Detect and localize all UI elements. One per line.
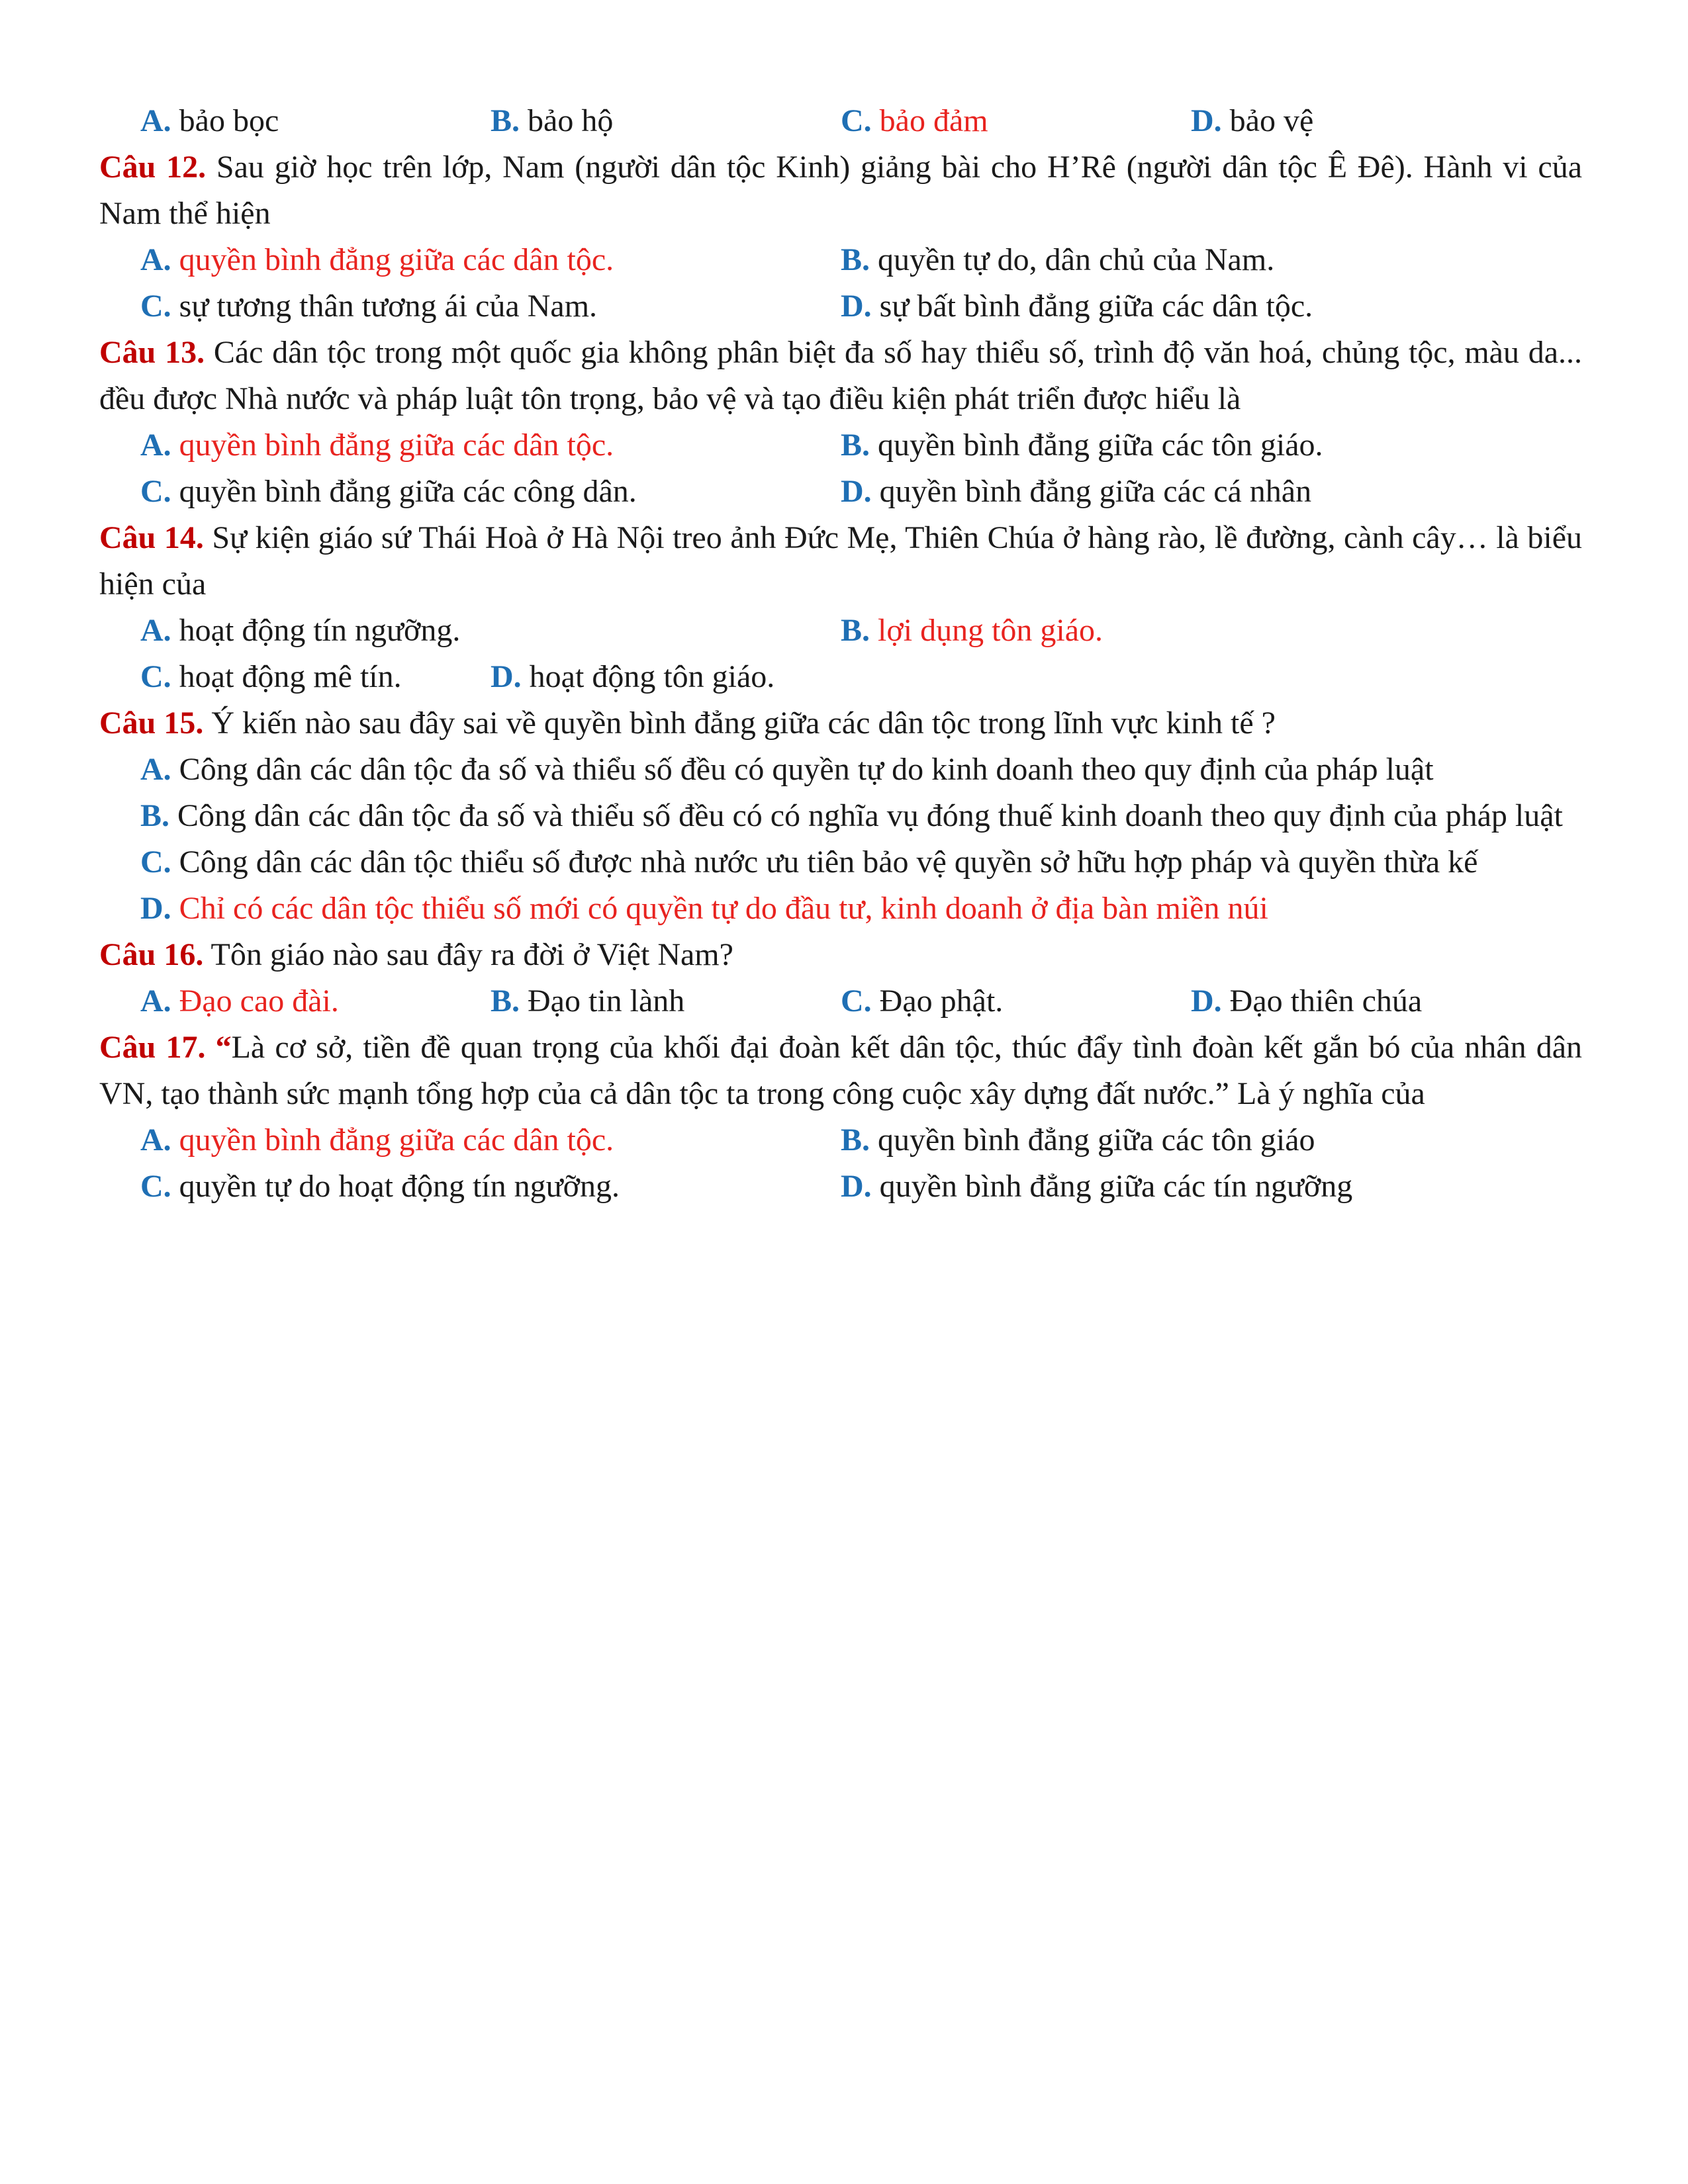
q16-option-a[interactable]: A. Đạo cao đài. [140, 983, 339, 1019]
question-14-label: Câu 14. [99, 520, 204, 555]
q14-options-row-1 [99, 608, 1582, 654]
q14-option-d[interactable]: D. hoạt động tôn giáo. [491, 659, 775, 694]
q16-option-c[interactable]: C. Đạo phật. [841, 983, 1004, 1019]
q14-options-row-2 [99, 654, 1582, 700]
question-17-label: Câu 17. [99, 1030, 206, 1065]
q16-option-d[interactable]: D. Đạo thiên chúa [1191, 983, 1423, 1019]
q17-options-row-1 [99, 1117, 1582, 1163]
q14-option-b[interactable]: B. lợi dụng tôn giáo. [841, 613, 1103, 648]
question-12-text: Sau giờ học trên lớp, Nam (người dân tộc Kinh) giảng bài cho H’Rê (người dân tộc Ê Đê). Hành vi của Nam thể hiện [99, 150, 1582, 231]
question-16 [99, 932, 1582, 978]
q13-option-a[interactable]: A. quyền bình đẳng giữa các dân tộc. [140, 428, 614, 463]
question-13 [99, 330, 1582, 422]
q12-option-a[interactable]: A. quyền bình đẳng giữa các dân tộc. [140, 242, 614, 277]
q15-option-d[interactable]: D. Chỉ có các dân tộc thiểu số mới có quyền tự do đầu tư, kinh doanh ở địa bàn miền núi [140, 891, 1268, 926]
q12-options-row-1 [99, 237, 1582, 283]
q17-option-c[interactable]: C. quyền tự do hoạt động tín ngưỡng. [140, 1169, 620, 1204]
question-17-text: Là cơ sở, tiền đề quan trọng của khối đại đoàn kết dân tộc, thúc đẩy tình đoàn kết gắn bó của nhân dân VN, tạo thành sức mạnh tổng hợp của cả dân tộc ta trong công cuộc xây dựng đất nước.” Là ý nghĩa của [99, 1030, 1583, 1111]
question-16-text: Tôn giáo nào sau đây ra đời ở Việt Nam? [211, 937, 733, 972]
question-14-text: Sự kiện giáo sứ Thái Hoà ở Hà Nội treo ảnh Đức Mẹ, Thiên Chúa ở hàng rào, lề đường, cành cây… là biểu hiện của [99, 520, 1583, 602]
q16-option-b[interactable]: B. Đạo tin lành [491, 983, 685, 1019]
exam-page [99, 98, 1582, 1210]
q14-option-c[interactable]: C. hoạt động mê tín. [140, 659, 402, 694]
q15-option-b[interactable]: B. Công dân các dân tộc đa số và thiểu số đều có có nghĩa vụ đóng thuế kinh doanh theo quy định của pháp luật [140, 798, 1563, 833]
q15-option-a[interactable]: A. Công dân các dân tộc đa số và thiểu số đều có quyền tự do kinh doanh theo quy định của pháp luật [140, 752, 1434, 787]
q12-option-d[interactable]: D. sự bất bình đẳng giữa các dân tộc. [841, 289, 1313, 324]
question-16-label: Câu 16. [99, 937, 204, 972]
q11-option-a[interactable]: A. bảo bọc [140, 103, 279, 138]
q17-option-b[interactable]: B. quyền bình đẳng giữa các tôn giáo [841, 1122, 1315, 1158]
question-13-label: Câu 13. [99, 335, 205, 370]
q17-options-row-2 [99, 1163, 1582, 1210]
q16-options [99, 978, 1582, 1024]
question-12 [99, 144, 1582, 237]
question-12-label: Câu 12. [99, 150, 207, 185]
q11-options [99, 98, 1582, 144]
q11-option-d[interactable]: D. bảo vệ [1191, 103, 1314, 138]
q17-option-a[interactable]: A. quyền bình đẳng giữa các dân tộc. [140, 1122, 614, 1158]
q13-option-c[interactable]: C. quyền bình đẳng giữa các công dân. [140, 474, 637, 509]
q13-options-row-2 [99, 469, 1582, 515]
q13-option-d[interactable]: D. quyền bình đẳng giữa các cá nhân [841, 474, 1312, 509]
q15-option-c[interactable]: C. Công dân các dân tộc thiểu số được nhà nước ưu tiên bảo vệ quyền sở hữu hợp pháp và quyền thừa kế [140, 844, 1478, 880]
question-14 [99, 515, 1582, 608]
question-15-label: Câu 15. [99, 705, 204, 741]
q13-options-row-1 [99, 422, 1582, 469]
q12-options-row-2 [99, 283, 1582, 330]
q11-option-b[interactable]: B. bảo hộ [491, 103, 614, 138]
question-15 [99, 700, 1582, 747]
q17-option-d[interactable]: D. quyền bình đẳng giữa các tín ngưỡng [841, 1169, 1353, 1204]
q11-option-c[interactable]: C. bảo đảm [841, 103, 988, 138]
question-15-text: Ý kiến nào sau đây sai về quyền bình đẳng giữa các dân tộc trong lĩnh vực kinh tế ? [211, 705, 1276, 741]
q12-option-c[interactable]: C. sự tương thân tương ái của Nam. [140, 289, 598, 324]
question-17-open-quote: “ [215, 1030, 232, 1065]
q13-option-b[interactable]: B. quyền bình đẳng giữa các tôn giáo. [841, 428, 1323, 463]
q14-option-a[interactable]: A. hoạt động tín ngưỡng. [140, 613, 461, 648]
q12-option-b[interactable]: B. quyền tự do, dân chủ của Nam. [841, 242, 1275, 277]
question-13-text: Các dân tộc trong một quốc gia không phân biệt đa số hay thiểu số, trình độ văn hoá, chủng tộc, màu da... đều được Nhà nước và pháp luật tôn trọng, bảo vệ và tạo điều kiện phát triển được hiểu là [99, 335, 1583, 416]
question-17 [99, 1024, 1582, 1117]
